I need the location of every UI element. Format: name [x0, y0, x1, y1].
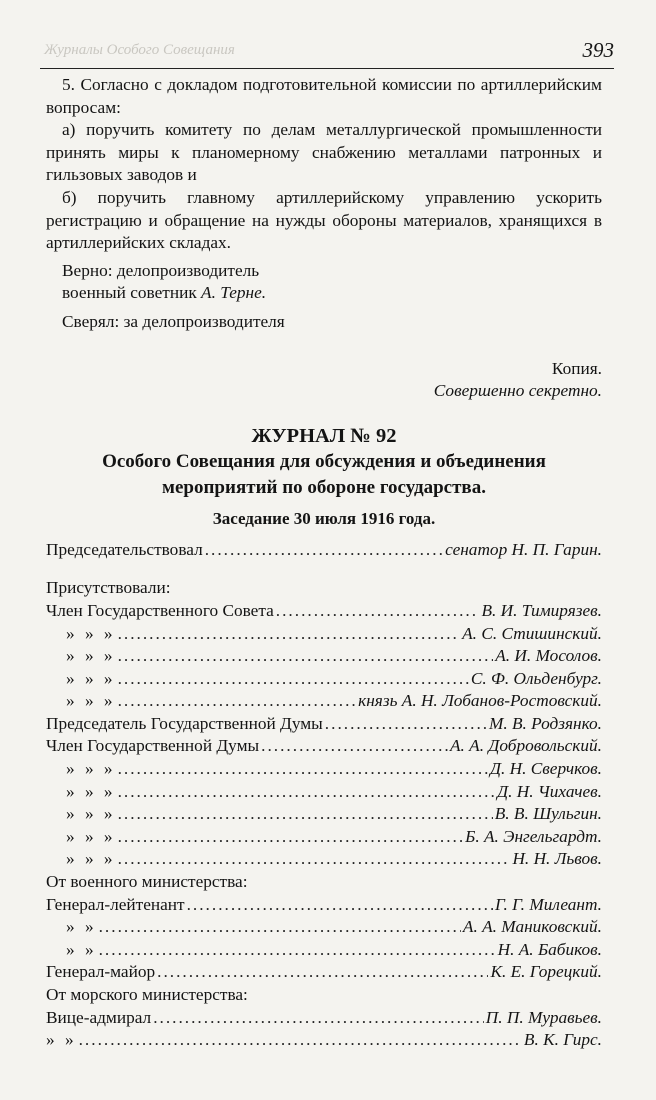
leader-dots [118, 826, 464, 849]
leader-dots [153, 1007, 484, 1030]
advisor-prefix: военный советник [62, 283, 202, 303]
war-ministry-list [46, 894, 602, 984]
chair-row [46, 539, 602, 562]
leader-dots [118, 781, 496, 804]
ditto-marks: » » [66, 917, 97, 937]
copy-mark: Копия. [551, 358, 602, 378]
attendee-row [46, 939, 602, 962]
secret-mark: Совершенно секретно. [433, 381, 602, 401]
attendee-name: А. И. Мосолов. [495, 646, 602, 666]
chair-name: сенатор Н. П. Гарин. [445, 539, 602, 559]
attendee-title: Член Государственной Думы [46, 736, 260, 756]
attendee-name: князь А. Н. Лобанов-Ростовский. [358, 691, 602, 711]
ditto-marks: » » » [66, 826, 116, 846]
attendee-row [46, 961, 602, 984]
ditto-marks: » » » [66, 623, 116, 643]
attendee-title: Генерал-лейтенант [46, 894, 185, 914]
attendee-row [46, 758, 602, 781]
attendee-name: В. И. Тимирязев. [481, 600, 602, 620]
item5-intro: 5. Согласно с докладом подготовительной комиссии по артиллерийским вопросам: [46, 75, 602, 117]
attendee-name: В. В. Шульгин. [494, 804, 602, 824]
page-number: 393 [582, 38, 614, 62]
attendee-name: Г. Г. Милеант. [494, 894, 602, 914]
leader-dots [118, 758, 488, 781]
attendee-title: Член Государственного Совета [46, 600, 274, 620]
advisor-name: А. Терне. [201, 283, 267, 303]
attendee-title: Вице-адмирал [46, 1007, 152, 1027]
leader-dots [118, 668, 469, 691]
attendee-row [46, 623, 602, 646]
attendee-row [46, 894, 602, 917]
attendee-row [46, 645, 602, 668]
ditto-marks: » » » [66, 668, 116, 688]
attendee-name: М. В. Родзянко. [488, 713, 602, 733]
leader-dots [118, 848, 511, 871]
journal-title: ЖУРНАЛ № 92 [251, 424, 397, 447]
leader-dots [205, 539, 443, 562]
navy-ministry-list [46, 1007, 602, 1052]
attendee-name: П. П. Муравьев. [485, 1007, 602, 1027]
attendee-row [46, 803, 602, 826]
attendee-row [46, 826, 602, 849]
leader-dots [187, 894, 493, 917]
attendee-name: Н. А. Бабиков. [497, 939, 602, 959]
attendee-name: А. С. Стишинский. [462, 623, 602, 643]
journal-subtitle-line2: мероприятий по обороне государства. [162, 476, 486, 498]
leader-dots [261, 735, 448, 758]
running-header [40, 38, 614, 69]
ditto-marks: » » » [66, 759, 116, 779]
attendee-row [46, 1029, 602, 1052]
journal-subtitle-line1: Особого Совещания для обсуждения и объединения [102, 450, 546, 472]
attendee-name: К. Е. Горецкий. [490, 962, 602, 982]
leader-dots [118, 645, 494, 668]
attendee-name: Б. А. Энгельгардт. [465, 826, 602, 846]
verno-line: Верно: делопроизводитель [62, 260, 260, 280]
leader-dots [118, 690, 357, 713]
leader-dots [118, 803, 493, 826]
attendee-name: А. А. Добровольский. [449, 736, 602, 756]
war-ministry-label: От военного министерства: [46, 872, 248, 892]
ditto-marks: » » » [66, 691, 116, 711]
attendee-name: Д. Н. Чихачев. [497, 781, 602, 801]
session-date: Заседание 30 июля 1916 года. [212, 508, 436, 528]
leader-dots [276, 600, 480, 623]
attendee-name: В. К. Гирс. [523, 1030, 602, 1050]
attendee-title: Председатель Государственной Думы [46, 713, 323, 733]
item5-point-a: а) поручить комитету по делам металлургической промышленности принять миры к планомерному снабжению металлами патронных и гильзовых заводов и [46, 120, 602, 185]
leader-dots [118, 623, 461, 646]
attendee-list [46, 600, 602, 871]
attendee-row [46, 1007, 602, 1030]
attendee-row [46, 735, 602, 758]
attendee-row [46, 600, 602, 623]
leader-dots [99, 916, 461, 939]
leader-dots [99, 939, 496, 962]
present-label: Присутствовали: [46, 578, 171, 598]
attendee-name: Н. Н. Львов. [512, 849, 602, 869]
attendee-name: Д. Н. Сверчков. [490, 759, 602, 779]
sveryal-line: Сверял: за делопроизводителя [62, 311, 285, 331]
leader-dots [157, 961, 488, 984]
attendee-title: Генерал-майор [46, 962, 156, 982]
ditto-marks: » » » [66, 804, 116, 824]
leader-dots [79, 1029, 522, 1052]
advisor-line [46, 282, 602, 305]
ditto-marks: » » [66, 939, 97, 959]
ditto-marks: » » » [66, 781, 116, 801]
leader-dots [325, 713, 487, 736]
attendee-row [46, 668, 602, 691]
attendee-row [46, 916, 602, 939]
attendee-row [46, 848, 602, 871]
attendee-row [46, 781, 602, 804]
ditto-marks: » » » [66, 646, 116, 666]
ditto-marks: » » » [66, 849, 116, 869]
attendee-row [46, 690, 602, 713]
ditto-marks: » » [46, 1030, 77, 1050]
page-body [46, 74, 602, 1052]
attendee-name: С. Ф. Ольденбург. [470, 668, 602, 688]
item5-point-b: б) поручить главному артиллерийскому управлению ускорить регистрацию и обращение на нужды обороны материалов, хранящихся в артиллерийских складах. [46, 187, 602, 253]
attendee-row [46, 713, 602, 736]
navy-ministry-label: От морского министерства: [46, 985, 248, 1004]
attendee-name: А. А. Маниковский. [462, 917, 602, 937]
bleed-through-text: Журналы Особого Совещания [44, 42, 235, 58]
chair-label: Председательствовал [46, 539, 203, 559]
